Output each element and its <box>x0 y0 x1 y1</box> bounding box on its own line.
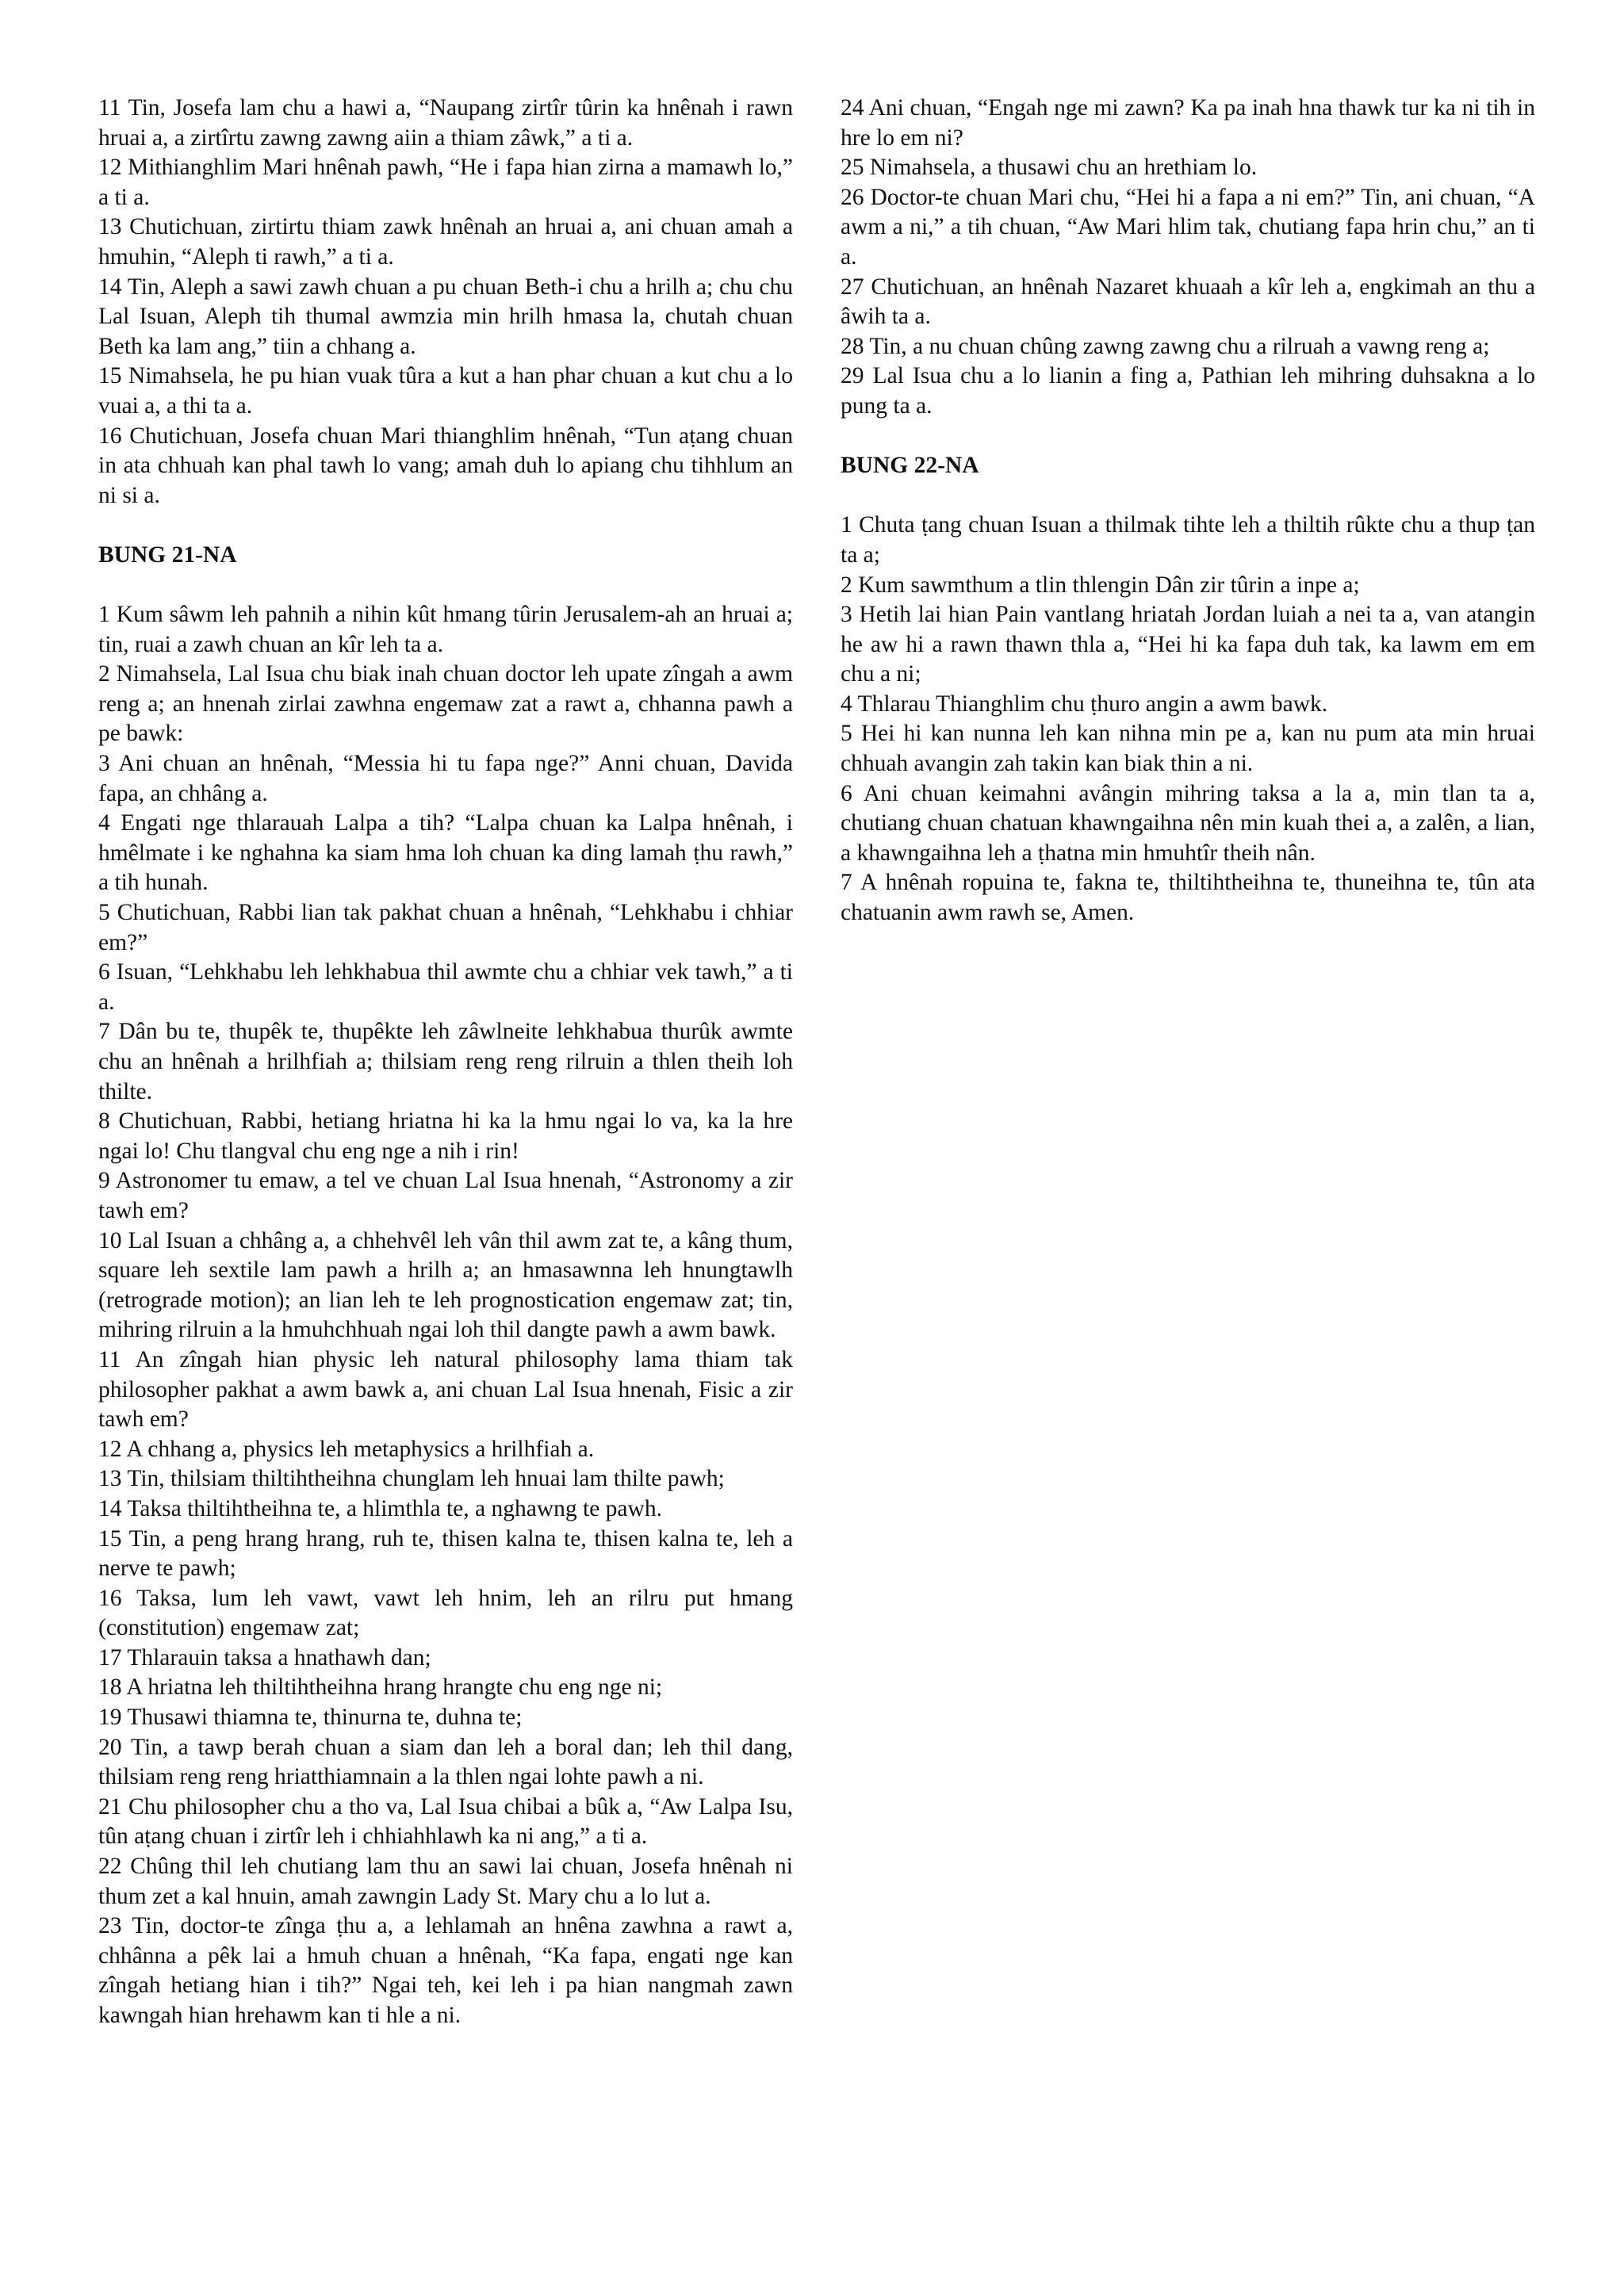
verse-paragraph: 26 Doctor-te chuan Mari chu, “Hei hi a fapa a ni em?” Tin, ani chuan, “A awm a ni,” a tih chuan, “Aw Mari hlim tak, chutiang fapa hrin chu,” an ti a. <box>841 184 1535 270</box>
verse-paragraph: 10 Lal Isuan a chhâng a, a chhehvêl leh vân thil awm zat te, a kâng thum, square leh sextile lam pawh a hrilh a; an hmasawnna leh hnungtawlh (retrograde motion); an lian leh te leh prognostication engemaw zat; tin, mihring rilruin a la hmuhchhuah ngai loh thil dangte pawh a awm bawk. <box>98 1227 793 1343</box>
verse-paragraph: 24 Ani chuan, “Engah nge mi zawn? Ka pa inah hna thawk tur ka ni tih in hre lo em ni? <box>841 95 1535 151</box>
verse-paragraph: 14 Taksa thiltihtheihna te, a hlimthla te, a nghawng te pawh. <box>98 1495 662 1521</box>
verse-paragraph: 29 Lal Isua chu a lo lianin a fing a, Pathian leh mihring duhsakna a lo pung ta a. <box>841 363 1535 419</box>
verse-paragraph: 6 Ani chuan keimahni avângin mihring taksa a la a, min tlan ta a, chutiang chuan chatuan khawngaihna nên min kuah thei a, a zalên, a lian, a khawngaihna leh a ṭhatna min hmuhtîr theih nân. <box>841 780 1535 866</box>
verse-paragraph: 2 Kum sawmthum a tlin thlengin Dân zir tûrin a inpe a; <box>841 572 1360 598</box>
verse-paragraph: 27 Chutichuan, an hnênah Nazaret khuaah a kîr leh a, engkimah an thu a âwih ta a. <box>841 274 1535 330</box>
verse-paragraph: 23 Tin, doctor-te zînga ṭhu a, a lehlamah an hnêna zawhna a rawt a, chhânna a pêk lai a hmuh chuan a hnênah, “Ka fapa, engati nge kan zîngah hetiang hian i tih?” Ngai teh, kei leh i pa hian nangmah zawn kawngah hian hrehawm kan ti hle a ni. <box>98 1913 793 2028</box>
verse-paragraph: 6 Isuan, “Lehkhabu leh lehkhabua thil awmte chu a chhiar vek tawh,” a ti a. <box>98 959 793 1015</box>
verse-paragraph: 5 Hei hi kan nunna leh kan nihna min pe a, kan nu pum ata min hruai chhuah avangin zah takin kan biak thin a ni. <box>841 721 1535 777</box>
verse-paragraph: 22 Chûng thil leh chutiang lam thu an sawi lai chuan, Josefa hnênah ni thum zet a kal hnuin, amah zawngin Lady St. Mary chu a lo lut a. <box>98 1854 793 1909</box>
verse-paragraph: 7 Dân bu te, thupêk te, thupêkte leh zâwlneite lehkhabua thurûk awmte chu an hnênah a hrilhfiah a; thilsiam reng reng rilruin a thlen theih loh thilte. <box>98 1019 793 1104</box>
verse-paragraph: 25 Nimahsela, a thusawi chu an hrethiam lo. <box>841 155 1258 181</box>
verse-paragraph: 28 Tin, a nu chuan chûng zawng zawng chu a rilruah a vawng reng a; <box>841 333 1490 359</box>
verse-paragraph: 2 Nimahsela, Lal Isua chu biak inah chuan doctor leh upate zîngah a awm reng a; an hnenah zirlai zawhna engemaw zat a rawt a, chhanna pawh a pe bawk: <box>98 661 793 747</box>
verse-paragraph: 12 A chhang a, physics leh metaphysics a hrilhfiah a. <box>98 1436 595 1462</box>
verse-paragraph: 9 Astronomer tu emaw, a tel ve chuan Lal Isua hnenah, “Astronomy a zir tawh em? <box>98 1168 793 1223</box>
verse-paragraph: 1 Chuta ṭang chuan Isuan a thilmak tihte leh a thiltih rûkte chu a thup ṭan ta a; <box>841 512 1535 568</box>
verse-paragraph: 17 Thlarauin taksa a hnathawh dan; <box>98 1644 431 1670</box>
verse-paragraph: 13 Chutichuan, zirtirtu thiam zawk hnênah an hruai a, ani chuan amah a hmuhin, “Aleph ti rawh,” a ti a. <box>98 214 793 270</box>
verse-paragraph: 12 Mithianghlim Mari hnênah pawh, “He i fapa hian zirna a mamawh lo,” a ti a. <box>98 155 793 210</box>
verse-paragraph: 4 Engati nge thlarauah Lalpa a tih? “Lalpa chuan ka Lalpa hnênah, i hmêlmate i ke nghahna ka siam hma loh chuan ka ding lamah ṭhu rawh,” a tih hunah. <box>98 810 793 896</box>
right-column <box>841 94 1535 2234</box>
verse-paragraph: 21 Chu philosopher chu a tho va, Lal Isua chibai a bûk a, “Aw Lalpa Isu, tûn aṭang chuan i zirtîr leh i chhiahhlawh ka ni ang,” a ti a. <box>98 1793 793 1850</box>
document-page <box>98 94 1535 2234</box>
verse-paragraph: 8 Chutichuan, Rabbi, hetiang hriatna hi ka la hmu ngai lo va, ka la hre ngai lo! Chu tlangval chu eng nge a nih i rin! <box>98 1108 793 1164</box>
verse-paragraph: 18 A hriatna leh thiltihtheihna hrang hrangte chu eng nge ni; <box>98 1674 663 1701</box>
verse-paragraph: 3 Hetih lai hian Pain vantlang hriatah Jordan luiah a nei ta a, van atangin he aw hi a rawn thawn thla a, “Hei hi ka fapa duh tak, ka lawm em em chu a ni; <box>841 602 1535 687</box>
verse-paragraph: 19 Thusawi thiamna te, thinurna te, duhna te; <box>98 1705 523 1731</box>
verse-paragraph: 5 Chutichuan, Rabbi lian tak pakhat chuan a hnênah, “Lehkhabu i chhiar em?” <box>98 900 793 955</box>
verse-paragraph: 16 Chutichuan, Josefa chuan Mari thianghlim hnênah, “Tun aṭang chuan in ata chhuah kan phal tawh lo vang; amah duh lo apiang chu tihhlum an ni si a. <box>98 423 793 508</box>
verse-paragraph: 11 An zîngah hian physic leh natural philosophy lama thiam tak philosopher pakhat a awm bawk a, ani chuan Lal Isua hnenah, Fisic a zir tawh em? <box>98 1346 793 1433</box>
chapter-heading: BUNG 21-NA <box>98 541 237 568</box>
verse-paragraph: 14 Tin, Aleph a sawi zawh chuan a pu chuan Beth-i chu a hrilh a; chu chu Lal Isuan, Aleph tih thumal awmzia min hrilh hmasa la, chutah chuan Beth ka lam ang,” tiin a chhang a. <box>98 274 793 359</box>
verse-paragraph: 13 Tin, thilsiam thiltihtheihna chunglam leh hnuai lam thilte pawh; <box>98 1466 725 1492</box>
verse-paragraph: 15 Nimahsela, he pu hian vuak tûra a kut a han phar chuan a kut chu a lo vuai a, a thi ta a. <box>98 363 793 419</box>
left-column <box>98 94 793 2234</box>
verse-paragraph: 7 A hnênah ropuina te, fakna te, thiltihtheihna te, thuneihna te, tûn ata chatuanin awm rawh se, Amen. <box>841 870 1535 926</box>
verse-paragraph: 1 Kum sâwm leh pahnih a nihin kût hmang tûrin Jerusalem-ah an hruai a; tin, ruai a zawh chuan an kîr leh ta a. <box>98 602 793 657</box>
verse-paragraph: 4 Thlarau Thianghlim chu ṭhuro angin a awm bawk. <box>841 691 1328 717</box>
verse-paragraph: 15 Tin, a peng hrang hrang, ruh te, thisen kalna te, thisen kalna te, leh a nerve te pawh; <box>98 1525 793 1582</box>
verse-paragraph: 3 Ani chuan an hnênah, “Messia hi tu fapa nge?” Anni chuan, Davida fapa, an chhâng a. <box>98 751 793 806</box>
verse-paragraph: 16 Taksa, lum leh vawt, vawt leh hnim, leh an rilru put hmang (constitution) engemaw zat; <box>98 1585 793 1641</box>
verse-paragraph: 11 Tin, Josefa lam chu a hawi a, “Naupang zirtîr tûrin ka hnênah i rawn hruai a, a zirtîrtu zawng zawng aiin a thiam zâwk,” a ti a. <box>98 95 793 151</box>
chapter-heading: BUNG 22-NA <box>841 453 979 479</box>
verse-paragraph: 20 Tin, a tawp berah chuan a siam dan leh a boral dan; leh thil dang, thilsiam reng reng hriatthiamnain a la thlen ngai lohte pawh a ni. <box>98 1734 793 1790</box>
